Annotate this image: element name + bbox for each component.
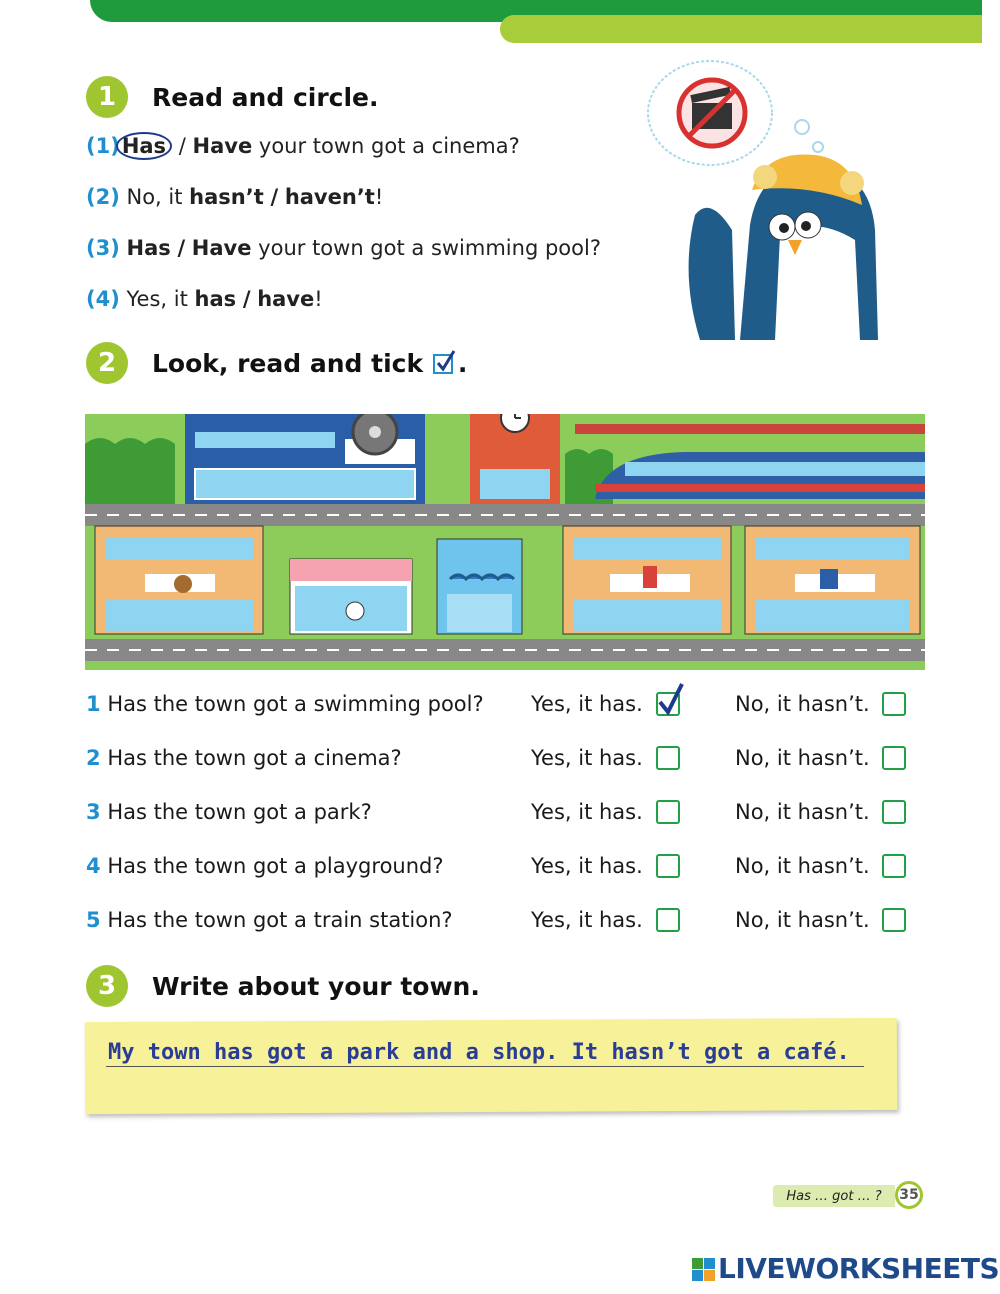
swimming-pool-building (437, 539, 522, 634)
yes-checkbox-2[interactable] (656, 746, 680, 770)
writing-line (106, 1066, 864, 1067)
section-3-title: Write about your town. (152, 972, 480, 1001)
circle-option-have[interactable]: have (257, 287, 315, 311)
circle-option-has[interactable]: Has (116, 132, 172, 160)
brand-name[interactable]: LIVEWORKSHEETS (718, 1252, 1000, 1285)
section-1-badge: 1 (86, 76, 128, 118)
circle-option-has[interactable]: Has (126, 236, 171, 260)
question-row-4: 4 Has the town got a playground? (86, 854, 444, 878)
penguin-icon (689, 154, 878, 340)
yes-checkbox-4[interactable] (656, 854, 680, 878)
no-checkbox-2[interactable] (882, 746, 906, 770)
toy-shop (95, 526, 263, 634)
circle-item-2: (2) No, it hasn’t / haven’t! (86, 185, 384, 209)
unit-label: Has … got … ? (773, 1185, 895, 1207)
book-icon (820, 569, 838, 589)
section-1-title: Read and circle. (152, 83, 379, 112)
yes-label: Yes, it has. (531, 692, 643, 716)
no-label: No, it hasn’t. (735, 800, 870, 824)
circle-option-have[interactable]: Have (192, 134, 253, 158)
no-checkbox-4[interactable] (882, 854, 906, 878)
tick-box-icon (432, 349, 458, 375)
cafe (290, 559, 412, 634)
yes-checkbox-5[interactable] (656, 908, 680, 932)
header-bar-light (500, 15, 982, 43)
checkmark-icon (656, 682, 686, 716)
question-row-5: 5 Has the town got a train station? (86, 908, 453, 932)
yes-label: Yes, it has. (531, 746, 643, 770)
circle-option-hasnt[interactable]: hasn’t (189, 185, 264, 209)
cinema-building (185, 414, 425, 504)
section-2-title: Look, read and tick . (152, 349, 468, 378)
no-label: No, it hasn’t. (735, 692, 870, 716)
yes-label: Yes, it has. (531, 908, 643, 932)
no-checkbox-3[interactable] (882, 800, 906, 824)
yes-label: Yes, it has. (531, 800, 643, 824)
question-row-1: 1 Has the town got a swimming pool? (86, 692, 484, 716)
circle-option-has[interactable]: has (194, 287, 237, 311)
shopping-bag-icon (643, 566, 657, 588)
section-3-badge: 3 (86, 965, 128, 1007)
circle-item-4: (4) Yes, it has / have! (86, 287, 323, 311)
station-building (470, 414, 560, 504)
book-shop (745, 526, 920, 634)
circle-option-have[interactable]: Have (191, 236, 252, 260)
penguin-illustration (640, 55, 900, 345)
yes-checkbox-3[interactable] (656, 800, 680, 824)
no-checkbox-1[interactable] (882, 692, 906, 716)
teddy-bear-icon (174, 575, 192, 593)
no-label: No, it hasn’t. (735, 908, 870, 932)
section-2-badge: 2 (86, 342, 128, 384)
question-row-3: 3 Has the town got a park? (86, 800, 372, 824)
answer-input[interactable]: My town has got a park and a shop. It hasn’t got a café. (108, 1040, 850, 1065)
no-checkbox-5[interactable] (882, 908, 906, 932)
page-number: 35 (895, 1181, 923, 1209)
circle-item-3: (3) Has / Have your town got a swimming pool? (86, 236, 601, 260)
yes-label: Yes, it has. (531, 854, 643, 878)
town-illustration (85, 414, 925, 670)
circle-item-1: (1)Has / Have your town got a cinema? (86, 134, 520, 158)
coffee-cup-icon (346, 602, 364, 620)
no-cinema-icon (679, 80, 745, 146)
yes-checkbox-1[interactable] (656, 692, 680, 716)
no-label: No, it hasn’t. (735, 746, 870, 770)
clothes-shop (563, 526, 731, 634)
circle-option-havent[interactable]: haven’t (284, 185, 375, 209)
liveworksheets-logo-icon (692, 1258, 716, 1286)
question-row-2: 2 Has the town got a cinema? (86, 746, 402, 770)
no-label: No, it hasn’t. (735, 854, 870, 878)
